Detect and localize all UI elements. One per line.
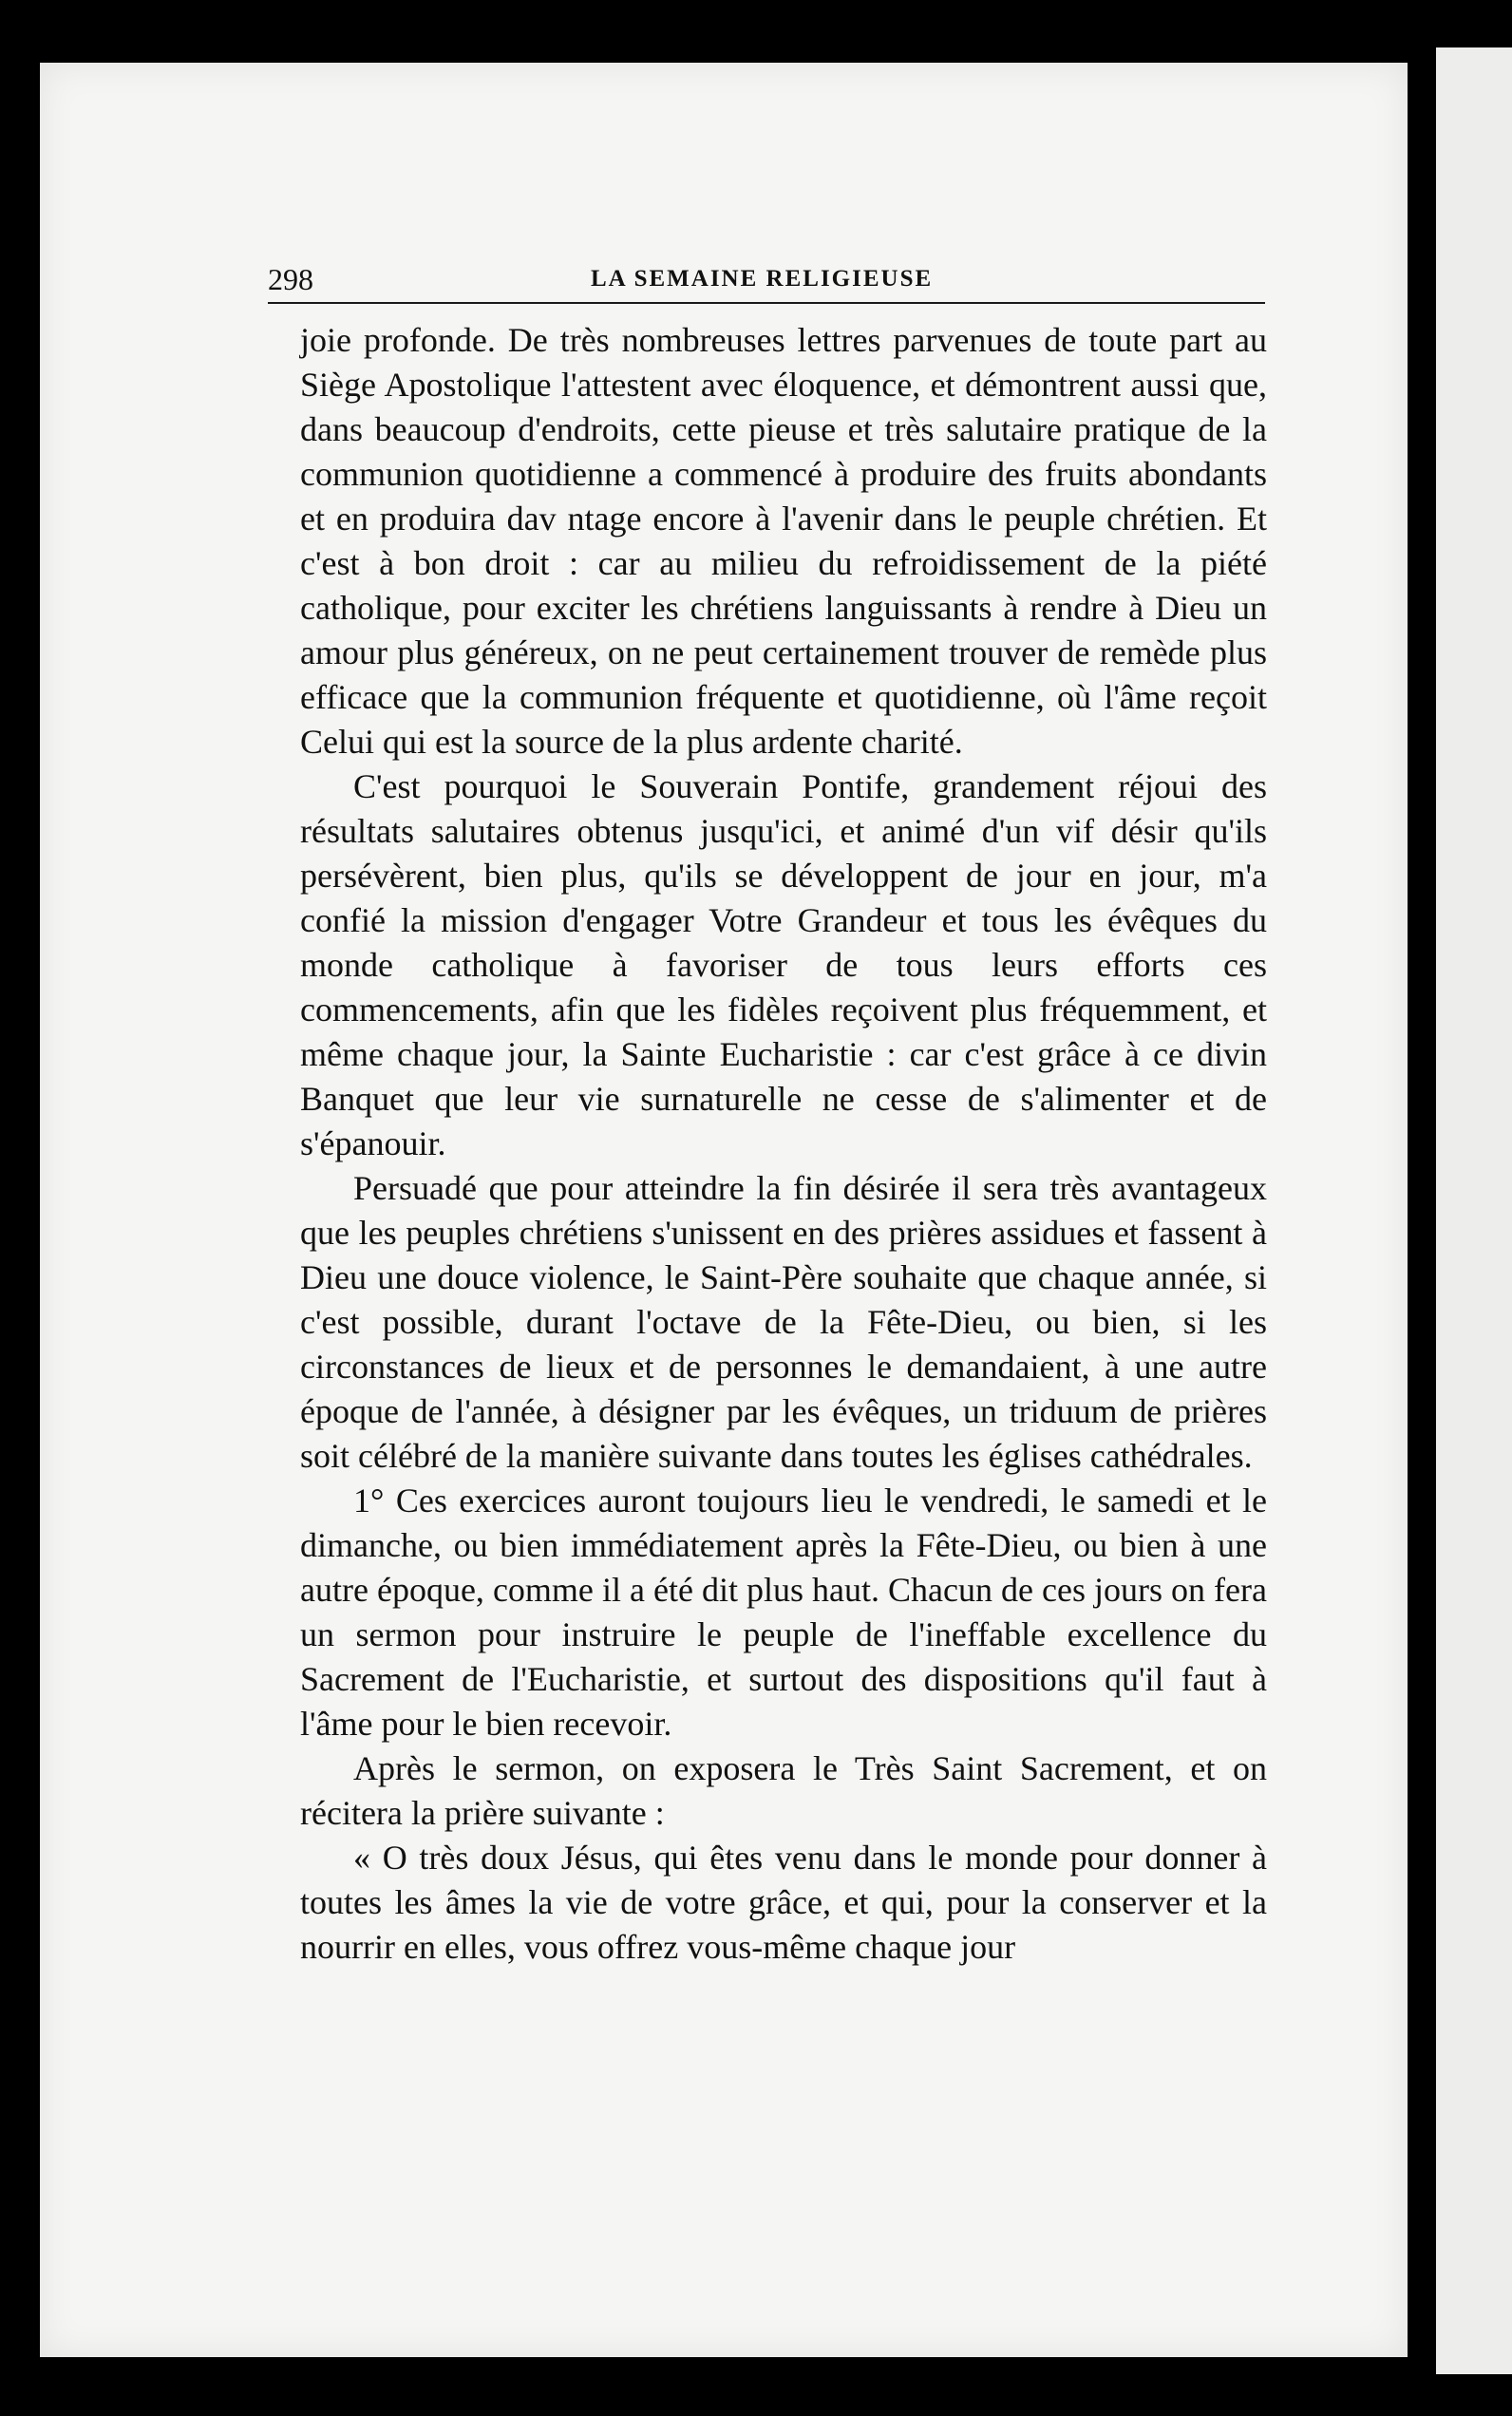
adjacent-page-edge: [1436, 47, 1512, 2374]
paragraph-6: « O très doux Jésus, qui êtes venu dans le monde pour donner à toutes les âmes la vie de votre grâce, et qui, pour la conserver et la nourrir en elles, vous offrez vous-même chaque jour: [300, 1839, 1267, 1966]
page-header: [268, 255, 1265, 304]
paragraph-5: Après le sermon, on exposera le Très Saint Sacrement, et on récitera la prière suivante :: [300, 1749, 1267, 1832]
body-text: [300, 318, 1267, 1970]
page-number: 298: [268, 262, 313, 296]
paragraph-4: 1° Ces exercices auront toujours lieu le vendredi, le samedi et le dimanche, ou bien immédiatement après la Fête-Dieu, ou bien à une autre époque, comme il a été dit plus haut. Chacun de ces jours on fera un sermon pour instruire le peuple de l'ineffable excellence du Sacrement de l'Eucharistie, et surtout des dispositions qu'il faut à l'âme pour le bien recevoir.: [300, 1482, 1267, 1743]
paragraph-3: Persuadé que pour atteindre la fin désirée il sera très avantageux que les peuples chrétiens s'unissent en des prières assidues et fassent à Dieu une douce violence, le Saint-Père souhaite que chaque année, si c'est possible, durant l'octave de la Fête-Dieu, ou bien, si les circonstances de lieux et de personnes le demandaient, à une autre époque de l'année, à désigner par les évêques, un triduum de prières soit célébré de la manière suivante dans toutes les églises cathédrales.: [300, 1169, 1267, 1475]
paragraph-2: C'est pourquoi le Souverain Pontife, grandement réjoui des résultats salutaires obtenus jusqu'ici, et animé d'un vif désir qu'ils persévèrent, bien plus, qu'ils se développent de jour en jour, m'a confié la mission d'engager Votre Grandeur et tous les évêques du monde catholique à favoriser de tous leurs efforts ces commencements, afin que les fidèles reçoivent plus fréquemment, et même chaque jour, la Sainte Eucharistie : car c'est grâce à ce divin Banquet que leur vie surnaturelle ne cesse de s'alimenter et de s'épanouir.: [300, 767, 1267, 1162]
paragraph-1: joie profonde. De très nombreuses lettres parvenues de toute part au Siège Apostolique l'attestent avec éloquence, et démontrent aussi que, dans beaucoup d'endroits, cette pieuse et très salutaire pratique de la communion quotidienne a commencé à produire des fruits abondants et en produira dav ntage encore à l'avenir dans le peuple chrétien. Et c'est à bon droit : car au milieu du refroidissement de la piété catholique, pour exciter les chrétiens languissants à rendre à Dieu un amour plus généreux, on ne peut certainement trouver de remède plus efficace que la communion fréquente et quotidienne, où l'âme reçoit Celui qui est la source de la plus ardente charité.: [300, 321, 1267, 761]
running-title: LA SEMAINE RELIGIEUSE: [591, 266, 934, 292]
